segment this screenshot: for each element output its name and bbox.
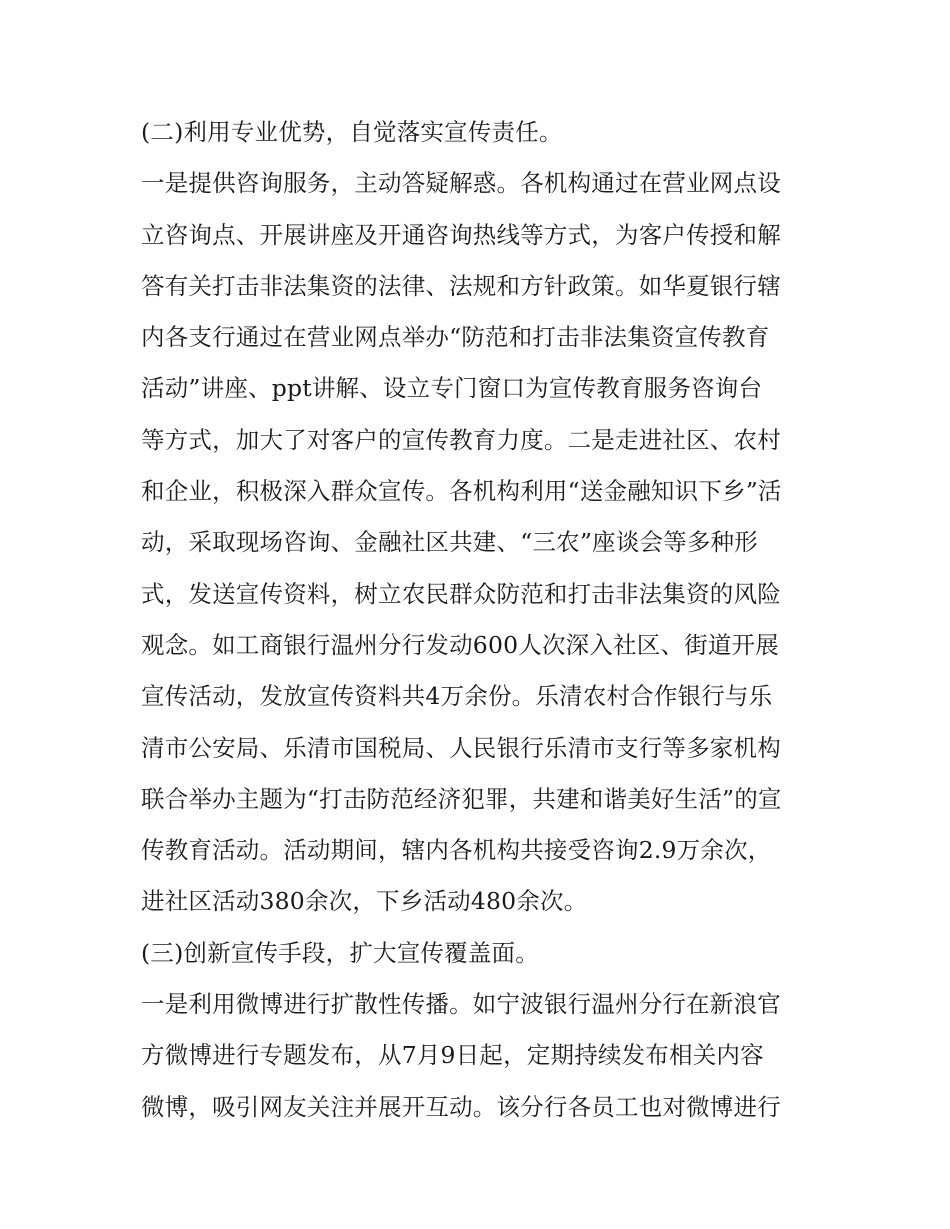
paragraph-line: 方微博进行专题发布，从7月9日起，定期持续发布相关内容	[141, 1041, 764, 1070]
paragraph-line: 内各支行通过在营业网点举办“防范和打击非法集资宣传教育	[141, 323, 770, 352]
paragraph-line: 进社区活动380余次，下乡活动480余次。	[141, 887, 588, 916]
paragraph-line: 动，采取现场咨询、金融社区共建、“三农”座谈会等多种形	[141, 528, 758, 557]
paragraph-line: 式，发送宣传资料，树立农民群众防范和打击非法集资的风险	[141, 579, 781, 608]
paragraph-line: 答有关打击非法集资的法律、法规和方针政策。如华夏银行辖	[141, 271, 781, 300]
paragraph-line: 等方式，加大了对客户的宣传教育力度。二是走进社区、农村	[141, 425, 781, 454]
section-heading-2: (二)利用专业优势，自觉落实宣传责任。	[141, 118, 563, 146]
paragraph-line: 宣传活动，发放宣传资料共4万余份。乐清农村合作银行与乐	[141, 682, 773, 711]
paragraph-line: 传教育活动。活动期间，辖内各机构共接受咨询2.9万余次，	[141, 836, 772, 865]
body-text	[141, 107, 821, 1133]
paragraph-line: 和企业，积极深入群众宣传。各机构利用“送金融知识下乡”活	[141, 477, 782, 506]
paragraph-line: 立咨询点、开展讲座及开通咨询热线等方式，为客户传授和解	[141, 220, 781, 249]
paragraph-line: 活动”讲座、ppt讲解、设立专门窗口为宣传教育服务咨询台	[141, 374, 763, 403]
section-heading-3: (三)创新宣传手段，扩大宣传覆盖面。	[141, 938, 539, 967]
paragraph-line: 微博，吸引网友关注并展开互动。该分行各员工也对微博进行	[141, 1092, 781, 1121]
paragraph-line: 联合举办主题为“打击防范经济犯罪，共建和谐美好生活”的宣	[141, 784, 782, 813]
paragraph-line: 一是利用微博进行扩散性传播。如宁波银行温州分行在新浪官	[141, 990, 781, 1019]
paragraph-line: 一是提供咨询服务，主动答疑解惑。各机构通过在营业网点设	[141, 169, 781, 198]
paragraph-line: 观念。如工商银行温州分行发动600人次深入社区、街道开展	[141, 630, 779, 659]
paragraph-line: 清市公安局、乐清市国税局、人民银行乐清市支行等多家机构	[141, 733, 781, 762]
